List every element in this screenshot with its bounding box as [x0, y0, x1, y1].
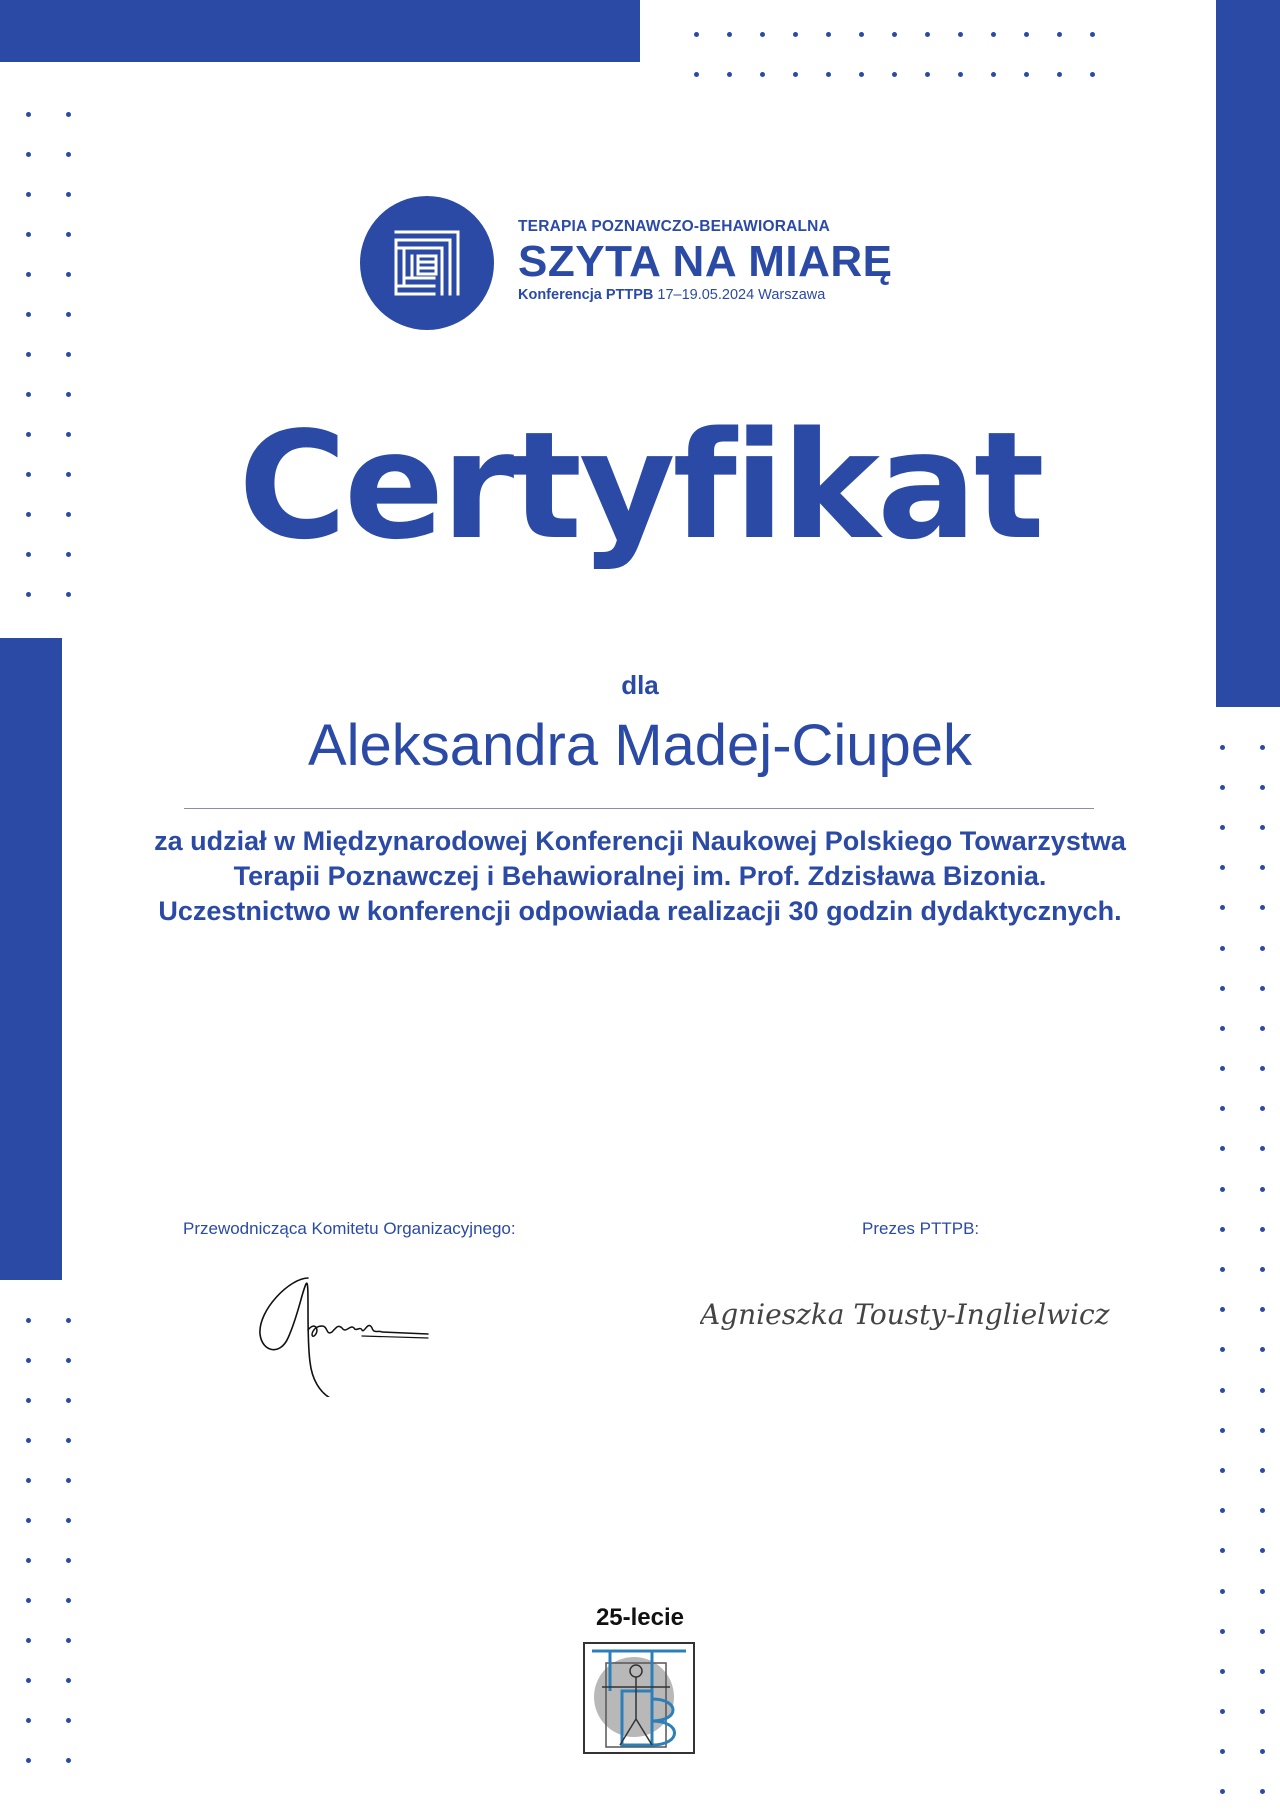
decorative-dot — [26, 1758, 31, 1763]
decorative-dot — [1220, 785, 1225, 790]
decorative-dot — [26, 1598, 31, 1603]
decorative-dot — [1220, 905, 1225, 910]
decorative-dot — [1220, 1026, 1225, 1031]
decorative-dot — [66, 1358, 71, 1363]
decorative-dot — [26, 152, 31, 157]
certificate-description: za udział w Międzynarodowej Konferencji Naukowej Polskiego Towarzystwa Terapii Poznawczej i Behawioralnej im. Prof. Zdzisława Bizonia. Uczestnictwo w konferencji odpowiada realizacji 30 godzin dydaktycznych. — [154, 826, 1126, 926]
decorative-dot — [66, 592, 71, 597]
decorative-dot — [66, 232, 71, 237]
woven-square-logo-icon — [360, 196, 494, 330]
decorative-dot — [1220, 1749, 1225, 1754]
decorative-dot — [1220, 1548, 1225, 1553]
decorative-dot — [1260, 1548, 1265, 1553]
decorative-dot — [26, 1398, 31, 1403]
decorative-dot — [66, 1398, 71, 1403]
decorative-dot — [859, 32, 864, 37]
decorative-dot — [826, 32, 831, 37]
recipient-name: Aleksandra Madej-Ciupek — [307, 713, 973, 778]
decorative-dot — [66, 312, 71, 317]
organizing-committee-chair-label: Przewodnicząca Komitetu Organizacyjnego: — [183, 1219, 516, 1238]
decorative-dot — [1220, 946, 1225, 951]
decorative-dot — [26, 1638, 31, 1643]
decorative-dot — [1260, 1468, 1265, 1473]
decorative-dot — [760, 72, 765, 77]
decorative-dot — [925, 72, 930, 77]
decorative-dot — [66, 352, 71, 357]
decorative-dot — [958, 72, 963, 77]
decorative-dot — [66, 272, 71, 277]
decorative-dot — [1260, 1749, 1265, 1754]
decorative-dot — [1260, 1026, 1265, 1031]
president-signature — [700, 1280, 1160, 1350]
decorative-dot — [66, 1518, 71, 1523]
decorative-dot — [66, 112, 71, 117]
decorative-dot — [1090, 32, 1095, 37]
decorative-dot — [66, 1558, 71, 1563]
decorative-dot — [26, 1518, 31, 1523]
conference-brand — [518, 218, 892, 303]
decorative-dot — [26, 1318, 31, 1323]
decorative-dot — [1220, 1347, 1225, 1352]
decorative-dot — [1260, 1709, 1265, 1714]
decorative-dot — [1260, 825, 1265, 830]
decorative-dot — [1260, 1106, 1265, 1111]
decorative-dot — [1260, 1066, 1265, 1071]
decorative-dot — [925, 32, 930, 37]
decorative-dot — [26, 232, 31, 237]
certificate-title: Certyfikat — [238, 400, 1042, 572]
president-label: Prezes PTTPB: — [862, 1219, 980, 1238]
decorative-dot — [892, 32, 897, 37]
decorative-dot — [1220, 1789, 1225, 1794]
decorative-dot — [66, 192, 71, 197]
decorative-dot — [1260, 1669, 1265, 1674]
decorative-dot — [66, 1598, 71, 1603]
decorative-dot — [826, 72, 831, 77]
decorative-dot — [727, 72, 732, 77]
decorative-dot — [1220, 1709, 1225, 1714]
anniversary-label: 25-lecie — [595, 1604, 685, 1631]
divider — [184, 808, 1094, 809]
president-signature-text: Agnieszka Tousty-Inglielwicz — [700, 1298, 1110, 1331]
decorative-dot — [66, 1758, 71, 1763]
decorative-dot — [1220, 1629, 1225, 1634]
decorative-dot — [1220, 1227, 1225, 1232]
decorative-dot — [1220, 1468, 1225, 1473]
decorative-dot — [66, 1478, 71, 1483]
conference-name: Konferencja PTTPB — [518, 287, 654, 303]
decorative-dot — [66, 1638, 71, 1643]
decorative-dot — [694, 32, 699, 37]
pttpb-vitruvian-logo-icon — [582, 1641, 696, 1755]
decorative-dot — [1220, 1066, 1225, 1071]
right-accent-band — [1216, 0, 1280, 707]
decorative-dot — [1260, 1508, 1265, 1513]
decorative-dot — [26, 312, 31, 317]
decorative-dot — [1260, 1267, 1265, 1272]
decorative-dot — [958, 32, 963, 37]
decorative-dot — [1260, 986, 1265, 991]
decorative-dot — [1220, 865, 1225, 870]
top-accent-band — [0, 0, 640, 62]
decorative-dot — [793, 32, 798, 37]
decorative-dot — [1260, 1347, 1265, 1352]
decorative-dot — [1260, 1589, 1265, 1594]
decorative-dot — [26, 192, 31, 197]
decorative-dot — [1260, 1789, 1265, 1794]
decorative-dot — [66, 1718, 71, 1723]
decorative-dot — [892, 72, 897, 77]
conference-info — [518, 287, 892, 303]
right-dot-pattern — [1202, 727, 1280, 1810]
decorative-dot — [26, 352, 31, 357]
decorative-dot — [1024, 72, 1029, 77]
decorative-dot — [1220, 1508, 1225, 1513]
decorative-dot — [1057, 72, 1062, 77]
decorative-dot — [1220, 986, 1225, 991]
decorative-dot — [991, 72, 996, 77]
conference-dates: 17–19.05.2024 Warszawa — [653, 287, 826, 303]
top-dot-pattern — [680, 14, 1109, 94]
decorative-dot — [1090, 72, 1095, 77]
decorative-dot — [1260, 1388, 1265, 1393]
decorative-dot — [1220, 1669, 1225, 1674]
decorative-dot — [1260, 1307, 1265, 1312]
decorative-dot — [26, 1478, 31, 1483]
decorative-dot — [1057, 32, 1062, 37]
decorative-dot — [694, 72, 699, 77]
decorative-dot — [26, 392, 31, 397]
decorative-dot — [1260, 1428, 1265, 1433]
decorative-dot — [1220, 825, 1225, 830]
chair-signature — [250, 1272, 450, 1397]
decorative-dot — [1220, 1307, 1225, 1312]
decorative-dot — [1260, 946, 1265, 951]
decorative-dot — [727, 32, 732, 37]
decorative-dot — [1260, 865, 1265, 870]
decorative-dot — [66, 1318, 71, 1323]
decorative-dot — [26, 1358, 31, 1363]
decorative-dot — [66, 1438, 71, 1443]
decorative-dot — [1260, 785, 1265, 790]
left-lower-dot-pattern — [8, 1300, 88, 1780]
decorative-dot — [1220, 1267, 1225, 1272]
decorative-dot — [26, 1678, 31, 1683]
decorative-dot — [26, 1558, 31, 1563]
brand-title: SZYTA NA MIARĘ — [518, 237, 893, 286]
decorative-dot — [859, 72, 864, 77]
decorative-dot — [26, 1718, 31, 1723]
decorative-dot — [991, 32, 996, 37]
decorative-dot — [1260, 1187, 1265, 1192]
decorative-dot — [66, 392, 71, 397]
decorative-dot — [1024, 32, 1029, 37]
decorative-dot — [66, 1678, 71, 1683]
decorative-dot — [26, 272, 31, 277]
decorative-dot — [1220, 1106, 1225, 1111]
decorative-dot — [26, 1438, 31, 1443]
for-label: dla — [621, 670, 659, 700]
decorative-dot — [1220, 1187, 1225, 1192]
decorative-dot — [1260, 1227, 1265, 1232]
decorative-dot — [26, 592, 31, 597]
decorative-dot — [1220, 1388, 1225, 1393]
decorative-dot — [1260, 1629, 1265, 1634]
decorative-dot — [793, 72, 798, 77]
decorative-dot — [26, 112, 31, 117]
decorative-dot — [1260, 1146, 1265, 1151]
decorative-dot — [1220, 1589, 1225, 1594]
decorative-dot — [66, 152, 71, 157]
decorative-dot — [1220, 1428, 1225, 1433]
decorative-dot — [1260, 905, 1265, 910]
decorative-dot — [1220, 1146, 1225, 1151]
decorative-dot — [760, 32, 765, 37]
brand-subtitle: TERAPIA POZNAWCZO-BEHAWIORALNA — [518, 218, 830, 235]
